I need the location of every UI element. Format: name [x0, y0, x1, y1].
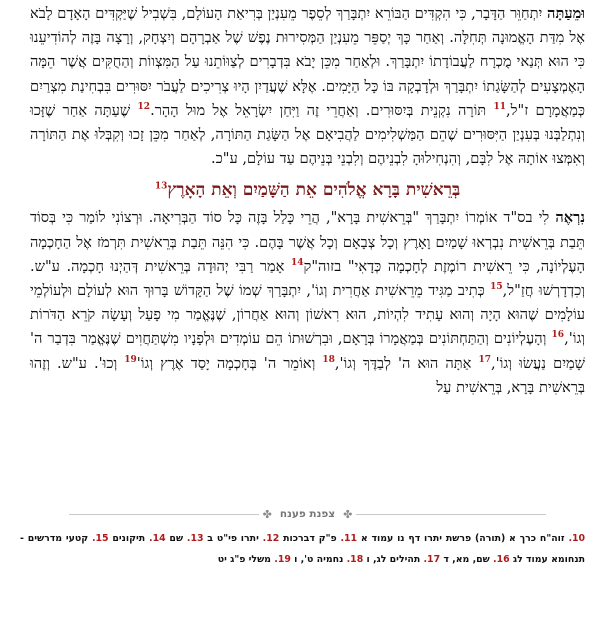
notes-section-title: צפנת פענח [279, 508, 336, 520]
divider-rule [69, 514, 259, 515]
footnote-item [291, 554, 363, 565]
footnote-ref-15[interactable]: 15 [490, 282, 503, 293]
footnote-text: תהילים לג, ו [366, 554, 421, 565]
footnote-number: 19. [274, 554, 291, 565]
paragraph-lead-word: וּמֵעַתָּה [547, 5, 585, 22]
footnote-item [166, 533, 204, 544]
footnote-number: 16. [493, 554, 510, 565]
footnote-ref-17[interactable]: 17 [478, 354, 491, 365]
footnote-ref-14[interactable]: 14 [291, 257, 304, 268]
verse-heading [30, 178, 585, 202]
ornament-icon: ✤ [262, 507, 272, 521]
footnote-item [279, 533, 357, 544]
paragraph-text: כְּתִיב מַגִּיד מֵרֵאשִׁית אַחֲרִית וְגוֹ', יִתְבָּרַךְ שְׁמוֹ שֶׁל הַקָּדוֹשׁ בָּרוּךְ הוּא לְעוֹלָם וּלְעוֹלְמֵי עוֹלָמִים שֶׁהוּא הָיָה וְהוּא עָתִיד לִהְיוֹת, הוּא רִאשׁוֹן וְהוּא אַחֲרוֹן, שֶׁנֶּאֱמַר מִי פָעַל וְעָשָׂה קֹרֵא הַדֹּרוֹת וְגוֹ', [30, 282, 585, 348]
paragraph-text: אָמַר רַבִּי יְהוּדָה בְּרֵאשִׁית דְּהַיְנוּ חָכְמָה. ע"ש. וְכִדְדָרְשׁוּ חֲזַ"ל, [30, 257, 586, 300]
footnote-text: פ"ק דברכות [283, 533, 337, 544]
divider-rule [356, 514, 546, 515]
footnotes [20, 528, 585, 570]
footnote-item [363, 554, 440, 565]
footnote-number: 18. [346, 554, 364, 565]
ornament-icon: ✤ [343, 507, 353, 521]
footnote-ref-18[interactable]: 18 [322, 354, 335, 365]
footnote-ref-11[interactable]: 11 [493, 101, 507, 112]
footnote-text: משלי פ"ג יט [217, 554, 271, 565]
paragraph-1 [30, 2, 585, 171]
footnote-number: 10. [568, 533, 586, 544]
verse-heading-text: בְּרֵאשִׁית בָּרָא אֱלֹהִים אֵת הַשָּׁמַיִם וְאֵת הָאָרֶץ [167, 180, 461, 201]
footnote-number: 17. [423, 554, 441, 565]
footnote-text: קטעי מדרשים - תנחומא עמוד לג [20, 533, 585, 565]
footnote-ref-12[interactable]: 12 [137, 101, 151, 112]
paragraph-text: וְכוּ'. ע"ש. וְזֶהוּ בְּרֵאשִׁית בָּרָא, בְּרֵאשִׁית עַל [30, 354, 585, 396]
footnote-text: תיקונים [112, 533, 146, 544]
footnote-ref-19[interactable]: 19 [124, 354, 137, 365]
footnote-text: שם [169, 533, 184, 544]
footnote-number: 12. [262, 533, 280, 544]
footnote-item [109, 533, 166, 544]
footnote-text: נחמיה ט', ו [294, 554, 344, 565]
footnote-item [218, 554, 291, 565]
footnote-text: יתרו פי"ט ב [207, 533, 259, 544]
paragraph-lead-word: נִרְאֶה [555, 209, 585, 227]
footnote-ref-13[interactable]: 13 [154, 181, 168, 192]
paragraph-text: תּוֹרָה נִקְנֵית בְּיִסּוּרִים. וְאַחֲרֵי זֶה וַיִּחַן יִשְׂרָאֵל אֶל מוּל הָהָר. [150, 101, 487, 119]
footnote-number: 11. [340, 533, 358, 544]
footnote-text: זוה"ח כרך א (תורה) פרשת יתרו דף נו עמוד א [360, 533, 565, 544]
paragraph-text: וְאוֹמֵר ה' בְּחָכְמָה יָסַד אֶרֶץ וְגוֹ' [136, 354, 316, 372]
footnote-number: 15. [91, 533, 109, 544]
main-text [30, 2, 585, 400]
footnote-text: שם, מא, ד [443, 554, 490, 565]
paragraph-2 [30, 206, 585, 400]
paragraph-text: אַתָּה הוּא ה' לְבַדֶּךָ וְגוֹ', [334, 354, 472, 372]
paragraph-text: לִי בס"ד אוֹמְרוֹ יִתְבָּרַךְ "בְּרֵאשִׁית בָּרָא", הֲרֵי כָּלַל בָּזֶה כָּל סוֹד הַבְּרִיאָה. וּרְצוֹנִי לוֹמַר כִּי בְּסוֹד תֵּבַת בְּרֵאשִׁית נִבְרְאוּ שָׁמַיִם וָאָרֶץ וְכָל צְבָאָם וְכָל אֲשֶׁר בָּהֶם. כִּי הִנֵּה תֵּבַת בְּרֵאשִׁית תִּרְמֹז אֶל הַחָכְמָה הָעֶלְיוֹנָה, כִּי רֵאשִׁית רוֹמֶזֶת לְחָכְמָה כְּדָאִי" בזוה"ק [30, 209, 585, 275]
footnote-number: 14. [149, 533, 166, 544]
paragraph-text: יִתְחַוֵּר הַדָּבָר, כִּי הִקְדִּים הַבּוֹרֵא יִתְבָּרַךְ לְסֵפֶר מֵעִנְיַן בְּרִיאַת הָעוֹלָם, בִּשְׁבִיל שֶׁיַּקְדִּים הָאָדָם לָבֹא אֶל מִדַּת הָאֱמוּנָה תְּחִלָּה. וְאַחַר כָּךְ יְסַפֵּר מֵעִנְיַן הַמְּסִירוּת נֶפֶשׁ שֶׁל אַבְרָהָם וְיִצְחָק, וְרָצָה בָּזֶה לְהוֹדִיעֵנוּ כִּי הוּא תְּנַאי מֻכְרָח לַעֲבוֹדָתוֹ יִתְבָּרַךְ. וּלְאַחַר מִכֵּן יָבֹא בִּדְבָרִים לְצַוּוֹתֵנוּ עַל הַמִּצְווֹת וְהַחֻקִּים אֲשֶׁר הֵמָּה הָאֶמְצָעִים לְהַשָּׂגַתוֹ יִתְבָּרַךְ וּלְדָבְקָה בּוֹ כָּל הַיָּמִים. אֶלָּא שֶׁעֲדַיִן הָיוּ צְרִיכִים לַעֲבֹר יִסּוּרִים בִּבְחִינַת מִצְרַיִם כְּמַאֲמָרָם ז"ל, [30, 5, 586, 119]
paragraph-text: שֶׁעַתָּה אַחַר שֶׁזָּכוּ וְנִתְלַבְּנוּ בְּעִנְיַן הַיִּסּוּרִים שֶׁהֵם הַמַּשְׁלִימִים לַהֲבִיאָם אֶל הַשָּׂגַת הַתּוֹרָה, לְאַחַר מִכֵּן זָכוּ וְקִבְּלוּ אֶת הַתּוֹרָה וְאִמְּצוּ אוֹתָהּ אֶל לִבָּם, וְהִנְחִילוּהָ לִבְנֵיהֶם וְלִבְנֵי בְּנֵיהֶם עַד עוֹלָם, ע"כ. [30, 101, 585, 168]
footnote-ref-16[interactable]: 16 [551, 330, 565, 341]
notes-divider [30, 505, 585, 523]
paragraph-text: וְהָעֶלְיוֹנִים וְהַתַּחְתּוֹנִים בְּמַאֲמָרוֹ בְּרָאָם, וּבִרְשׁוּתוֹ הֵם עוֹמְדִים וּלְפָנָיו מִשְׁתַּחֲוִים שֶׁנֶּאֱמַר בִּדְבַר ה' שָׁמַיִם נַעֲשׂוּ וְגוֹ', [30, 330, 586, 372]
footnote-number: 13. [186, 533, 204, 544]
footnote-item [203, 533, 279, 544]
footnote-item [357, 533, 585, 544]
footnote-item [440, 554, 510, 565]
